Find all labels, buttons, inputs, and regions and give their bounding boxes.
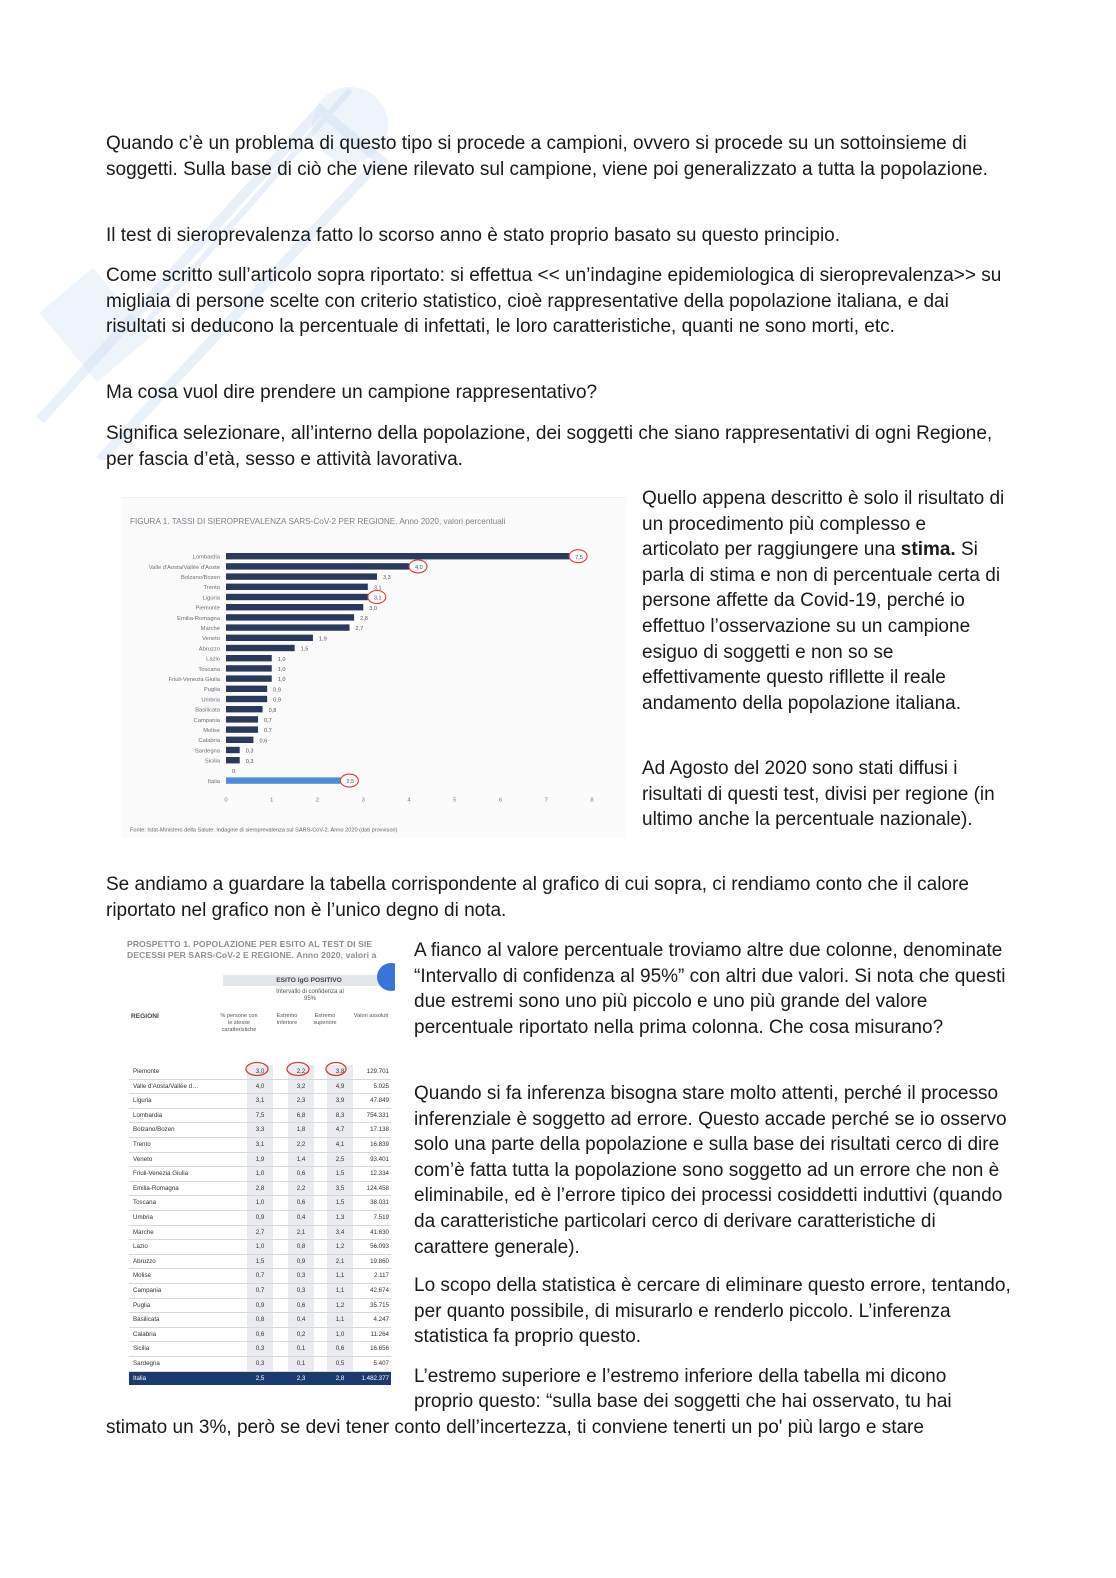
chart-x-tick: 2 — [315, 797, 320, 804]
chart-x-tick: 7 — [544, 797, 548, 804]
chart-value-label: 2,7 — [355, 626, 364, 633]
table-cell: 2,8 — [247, 1182, 273, 1196]
table-prospetto-figure — [123, 935, 395, 1395]
table-cell: 754.331 — [366, 1111, 389, 1119]
table-cell: 3,9 — [327, 1094, 353, 1108]
table-cell: 0,9 — [247, 1211, 273, 1225]
table-cell: Umbria — [133, 1214, 153, 1221]
table-cell: 1,5 — [327, 1196, 353, 1210]
chart-value-label: 0,7 — [264, 718, 272, 724]
table-cell: 4,7 — [327, 1123, 353, 1137]
table-cell: 2,1 — [327, 1255, 353, 1269]
chart-bar — [226, 696, 267, 702]
table-cell: Trento — [133, 1141, 151, 1148]
table-cell: 3,8 — [327, 1065, 353, 1079]
table-cell: 1,1 — [327, 1269, 353, 1283]
table-col-header-abs: Valori assoluti — [353, 1013, 389, 1019]
chart-value-label: 0,3 — [245, 748, 254, 755]
table-cell: 0,3 — [288, 1269, 314, 1283]
paragraph-domanda-campione: Ma cosa vuol dire prendere un campione rappresentativo? — [106, 382, 598, 403]
chart-x-tick: 8 — [590, 797, 594, 804]
table-cell: 2,3 — [296, 1374, 306, 1382]
table-cell: 3,2 — [288, 1080, 314, 1094]
table-cell: 5.407 — [373, 1360, 389, 1367]
highlight-circle-sup — [326, 1063, 346, 1076]
chart-category-label: Marche — [200, 626, 220, 632]
chart-value-label: 0,9 — [273, 697, 281, 704]
table-cell: 2,8 — [335, 1374, 345, 1382]
chart-x-tick: 4 — [407, 797, 411, 804]
table-col-header-sup: Estremo superiore — [313, 1013, 337, 1026]
chart-value-label: 0,8 — [268, 707, 277, 714]
table-cell: 0,8 — [247, 1313, 273, 1327]
table-cell: 1,0 — [247, 1196, 273, 1210]
table-cell: 6,8 — [288, 1109, 314, 1123]
table-cell: 16.839 — [370, 1141, 389, 1148]
chart-bar — [226, 604, 363, 610]
table-cell: 3,3 — [247, 1123, 273, 1137]
table-cell: 0,7 — [247, 1284, 273, 1298]
table-cell: 2,2 — [288, 1182, 314, 1196]
paragraph-scopo: Lo scopo della statistica è cercare di eliminare questo errore, tentando, per quanto possibile, di misurarlo e renderlo piccolo. L’inferenza statistica fa proprio questo. — [414, 1275, 1011, 1348]
table-cell: 1,1 — [327, 1284, 353, 1298]
paragraph-estremi-line1: L’estremo superiore e l’estremo inferiore della tabella mi dicono — [414, 1366, 947, 1387]
chart-category-label: Umbria — [201, 697, 220, 704]
table-cell: Calabria — [133, 1330, 157, 1338]
table-cell: 2.117 — [373, 1272, 389, 1280]
chart-category-label: Basilicata — [195, 707, 220, 714]
table-cell: 17.138 — [370, 1126, 389, 1134]
paragraph-colonne: A fianco al valore percentuale troviamo altre due colonne, denominate “Intervallo di confidenza al 95%” con altri due valori. Si nota che questi due estremi sono uno più piccolo e uno più grande del valore percentuale riportato nella prima colonna. Che cosa misurano? — [414, 940, 1006, 1038]
table-cell: 1.482.377 — [361, 1374, 389, 1382]
chart-bar — [226, 706, 263, 712]
chart-category-label: Abruzzo — [198, 646, 220, 653]
table-cell: Molise — [133, 1272, 151, 1280]
table-cell: 0,2 — [288, 1328, 314, 1342]
chart-x-tick: 6 — [498, 797, 503, 804]
table-cell: 7.519 — [373, 1214, 389, 1221]
chart-value-label: 3,3 — [382, 575, 391, 582]
table-region-header: REGIONI — [131, 1013, 159, 1020]
table-cell: 3,1 — [247, 1094, 273, 1108]
table-cell: Sicilia — [133, 1345, 150, 1353]
chart-value-label: 1,5 — [300, 646, 309, 653]
paragraph-stima-post: Si parla di stima e non di percentuale certa di persone affette da Covid-19, perché io effettuo l’osservazione su un campione esiguo di soggetti e non so se effettivamente questo rifllette il reale andamento della popolazione italiana. — [642, 539, 1001, 714]
chart-value-label: 0,9 — [273, 687, 281, 694]
table-cell: 0,6 — [288, 1299, 314, 1313]
table-cell: 0,3 — [247, 1342, 273, 1356]
chart-bar — [226, 747, 240, 753]
chart-sieroprevalenza — [122, 498, 626, 838]
table-cell: 0,6 — [327, 1342, 353, 1356]
chart-category-label: Piemonte — [195, 605, 220, 612]
highlight-circle-inf — [287, 1063, 309, 1076]
chart-bar — [226, 594, 368, 600]
chart-category-label: Sicilia — [204, 758, 220, 765]
chart-bar — [226, 777, 340, 783]
chart-x-tick: 0 — [224, 797, 228, 804]
chart-bar — [226, 635, 313, 641]
chart-category-label: Sardegna — [194, 748, 220, 755]
paragraph-tabella: Se andiamo a guardare la tabella corrispondente al grafico di cui sopra, ci rendiamo conto che il calore riportato nel grafico non è l’unico degno di nota. — [106, 874, 969, 921]
paragraph-inferenza: Quando si fa inferenza bisogna stare molto attenti, perché il processo inferenziale è soggetto ad errore. Questo accade perché se io osservo solo una parte della popolazione e sulla base dei risultati cerco di dire com’è fatta tutta la popolazione sono soggetto ad un errore che non è eliminabile, ed è l’errore tipico dei processi cosiddetti induttivi (quando da caratteristiche particolari cerco di derivare caratteristiche di carattere generale). — [414, 1083, 1007, 1258]
table-cell: 1,3 — [327, 1211, 353, 1225]
table-cell: 0,6 — [288, 1196, 314, 1210]
paragraph-stima — [642, 486, 1008, 716]
chart-value-label: 1,0 — [277, 667, 286, 673]
chart-value-label: 1,9 — [318, 636, 327, 643]
chart-bar — [226, 614, 354, 620]
chart-bar — [226, 645, 295, 651]
chart-x-tick: 1 — [270, 797, 274, 804]
table-highlight-circles — [123, 935, 395, 1395]
table-cell: Toscana — [133, 1199, 157, 1207]
table-cell: 0,1 — [288, 1342, 314, 1356]
chart-category-label: Calabria — [198, 738, 220, 745]
table-cell: 47.849 — [370, 1097, 389, 1105]
chart-category-label: Puglia — [203, 687, 220, 694]
chart-x-tick: 3 — [361, 797, 365, 804]
paragraph-campioni: Quando c’è un problema di questo tipo si procede a campioni, ovvero si procede su un sottoinsieme di soggetti. Sulla base di ciò che viene rilevato sul campione, viene poi generalizzato a tutta la popolazione. — [106, 133, 988, 180]
table-cell: 1,8 — [288, 1123, 314, 1137]
chart-x-tick: 5 — [453, 797, 457, 804]
table-cell: Veneto — [133, 1155, 153, 1163]
chart-value-label: 0,7 — [264, 728, 272, 735]
table-cell: 2,5 — [255, 1374, 265, 1382]
chart-bar — [226, 665, 272, 671]
chart-bar — [226, 757, 240, 763]
table-cell: 16.656 — [370, 1345, 389, 1353]
table-cell: 3,5 — [327, 1182, 353, 1196]
chart-category-label: Italia — [207, 779, 220, 785]
table-cell: 0,4 — [288, 1211, 314, 1225]
table-cell: 11.264 — [370, 1330, 389, 1338]
table-col-header-perc: % persone con le stesse caratteristiche — [220, 1013, 258, 1033]
chart-title: FIGURA 1. TASSI DI SIEROPREVALENZA SARS-CoV-2 PER REGIONE. Anno 2020, valori percentuali — [130, 517, 506, 526]
table-cell: 0,6 — [288, 1167, 314, 1181]
chart-bar — [226, 737, 253, 743]
chart-value-label: 1,0 — [277, 656, 286, 663]
chart-category-label: Toscana — [198, 666, 220, 673]
table-cell: 3,1 — [247, 1138, 273, 1152]
table-cell: 38.031 — [370, 1199, 389, 1207]
chart-bar — [226, 726, 258, 732]
chart-sieroprevalenza-figure — [122, 497, 626, 838]
chart-bar — [226, 553, 569, 559]
chart-value-label: 2,8 — [360, 616, 368, 622]
table-cell: 1,0 — [327, 1328, 353, 1342]
table-cell: 0,4 — [288, 1313, 314, 1327]
chart-bar — [226, 686, 267, 692]
chart-value-label: 7,5 — [575, 554, 583, 561]
chart-value-label: 1,0 — [277, 677, 286, 684]
chart-category-label: Emilia-Romagna — [177, 615, 220, 622]
table-cell: 1,0 — [247, 1240, 273, 1254]
chart-category-label: Campania — [193, 717, 220, 724]
chart-bar — [226, 584, 368, 590]
table-cell: 1,0 — [247, 1167, 273, 1181]
table-cell: 1,4 — [288, 1153, 314, 1167]
paragraph-estremi-line3: stimato un 3%, però se devi tener conto dell’incertezza, ti conviene tenerti un po' più largo e stare — [106, 1417, 924, 1438]
chart-category-label: Bolzano/Bozen — [181, 575, 220, 581]
table-cell: 5.025 — [373, 1082, 389, 1090]
table-cell: 1,5 — [327, 1167, 353, 1181]
table-cell: 0,1 — [288, 1357, 314, 1371]
table-cell: Sardegna — [133, 1360, 160, 1367]
table-cell: 0,8 — [288, 1240, 314, 1254]
table-cell: Emilia-Romagna — [133, 1184, 179, 1192]
table-group-header: ESITO IgG POSITIVO — [223, 975, 395, 986]
chart-category-label: Lombardia — [192, 554, 220, 561]
table-cell: Friuli-Venezia Giulia — [133, 1170, 189, 1178]
table-cell: 7,5 — [247, 1109, 273, 1123]
table-cell: 2,7 — [247, 1226, 273, 1240]
table-cell: 1,1 — [327, 1313, 353, 1327]
table-cell: Lombardia — [133, 1111, 163, 1119]
chart-value-label: 3,0 — [369, 605, 378, 612]
table-cell: 1,5 — [247, 1255, 273, 1269]
table-cell: 8,3 — [327, 1109, 353, 1123]
chart-value-label: 0,3 — [245, 758, 254, 765]
table-caption: PROSPETTO 1. POPOLAZIONE PER ESITO AL TEST DI SIE DECESSI PER SARS-CoV-2 E REGIONE. Anno 2020, valori a — [127, 939, 377, 960]
paragraph-sieroprevalenza: Il test di sieroprevalenza fatto lo scorso anno è stato proprio basato su questo principio. — [106, 225, 841, 246]
chart-bar — [226, 675, 272, 681]
table-cell: Italia — [133, 1374, 147, 1382]
table-cell: Piemonte — [133, 1068, 160, 1075]
table-col-header-inf: Estremo inferiore — [276, 1013, 298, 1026]
table-cell: 4,1 — [327, 1138, 353, 1152]
paragraph-estremi-line2: proprio questo: “sulla base dei soggetti che hai osservato, tu hai — [414, 1391, 952, 1412]
paragraph-stima-bold: stima. — [900, 539, 956, 561]
table-cell: 35.715 — [370, 1301, 389, 1309]
table-cell: Abruzzo — [133, 1257, 156, 1265]
chart-value-label: 0,6 — [259, 738, 268, 745]
table-cell: 2,2 — [288, 1065, 314, 1079]
chart-value-label: 3,1 — [373, 585, 382, 592]
table-cell: Lazio — [133, 1243, 148, 1251]
chart-bar — [226, 716, 258, 722]
table-cell: 0,3 — [288, 1284, 314, 1298]
chart-bar — [226, 573, 377, 579]
chart-value-label: 4,0 — [415, 565, 423, 571]
table-cell: Liguria — [133, 1097, 152, 1105]
paragraph-articolo: Come scritto sull’articolo sopra riportato: si effettua << un’indagine epidemiologica di sieroprevalenza>> su migliaia di persone scelte con criterio statistico, cioè rappresentative della popolazione italiana, e dai risultati si deducono la percentuale di infettati, le loro caratteristiche, quanti ne sono morti, etc. — [106, 265, 1002, 338]
table-cell: 0,6 — [247, 1328, 273, 1342]
table-cell: 1,2 — [327, 1240, 353, 1254]
chart-bar — [226, 563, 409, 569]
table-cell: 0,9 — [288, 1255, 314, 1269]
table-cell: 42.674 — [370, 1287, 389, 1294]
table-cell: Valle d'Aosta/Vallée d… — [133, 1082, 199, 1090]
table-cell: 2,2 — [288, 1138, 314, 1152]
table-cell: Basilicata — [133, 1316, 160, 1324]
chart-category-label: Trento — [203, 585, 220, 592]
table-cell: 19.860 — [370, 1257, 389, 1265]
chart-source: Fonte: Istat-Ministero della Salute. Indagine di sieroprevalenza sul SARS-CoV-2. Anno 2020 (dati provvisori) — [130, 827, 398, 834]
paragraph-significa: Significa selezionare, all’interno della popolazione, dei soggetti che siano rappresentativi di ogni Regione, per fascia d’età, sesso e attività lavorativa. — [106, 423, 993, 470]
chart-category-label: Valle d'Aosta/Vallée d'Aoste — [148, 564, 220, 571]
chart-category-label: Molise — [203, 728, 220, 734]
chart-value-label: 3,1 — [373, 595, 382, 602]
chart-bar — [226, 624, 350, 630]
table-cell: 4,9 — [327, 1080, 353, 1094]
chart-bar — [226, 655, 272, 661]
table-cell: 0,5 — [327, 1357, 353, 1371]
chart-category-label: Lazio — [206, 656, 220, 663]
paragraph-agosto: Ad Agosto del 2020 sono stati diffusi i risultati di questi test, divisi per regione (in ultimo anche la percentuale nazionale). — [642, 758, 995, 831]
highlight-circle-perc — [246, 1063, 268, 1076]
table-subgroup-header: Intervallo di confidenza al 95% — [276, 989, 344, 1002]
table-cell: 1,2 — [327, 1299, 353, 1313]
blue-badge-icon — [377, 963, 395, 991]
table-cell: Campania — [133, 1287, 162, 1294]
table-cell: 2,1 — [288, 1226, 314, 1240]
table-cell: 0,9 — [247, 1299, 273, 1313]
table-cell: 2,5 — [327, 1153, 353, 1167]
table-cell: 93.401 — [370, 1155, 389, 1163]
table-cell: 3,0 — [247, 1065, 273, 1079]
table-cell: 56.093 — [370, 1243, 389, 1251]
table-cell: 2,3 — [288, 1094, 314, 1108]
chart-value-label: 0 — [232, 769, 236, 775]
chart-value-label: 2,5 — [346, 779, 355, 786]
table-cell: Puglia — [133, 1301, 151, 1309]
table-cell: 4,0 — [247, 1080, 273, 1094]
table-cell: 1,9 — [247, 1153, 273, 1167]
table-cell: Marche — [133, 1228, 154, 1236]
table-cell: 12.334 — [370, 1170, 389, 1178]
chart-category-label: Liguria — [202, 595, 220, 602]
chart-category-label: Friuli-Venezia Giulia — [168, 677, 220, 683]
chart-category-label: Veneto — [201, 636, 220, 643]
table-cell: 124.458 — [366, 1184, 389, 1192]
table-cell: 3,4 — [327, 1226, 353, 1240]
table-cell: 4.247 — [373, 1316, 389, 1324]
table-cell: 0,7 — [247, 1269, 273, 1283]
paragraph-stima-pre: Quello appena descritto è solo il risultato di un procedimento più complesso e articolato per raggiungere una — [642, 488, 1005, 561]
table-cell: 0,3 — [247, 1357, 273, 1371]
table-cell: Bolzano/Bozen — [133, 1126, 175, 1134]
table-cell: 41.630 — [370, 1228, 389, 1236]
table-cell: 129.701 — [366, 1068, 389, 1075]
